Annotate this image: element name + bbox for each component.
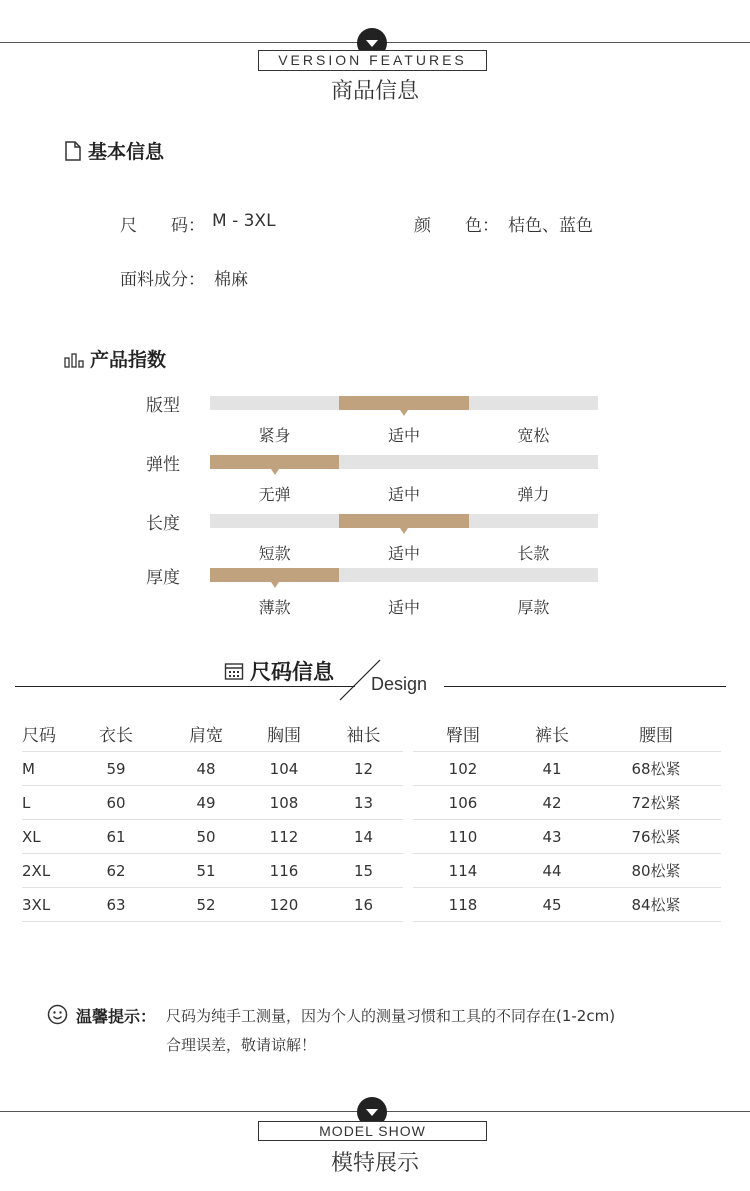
index-option: 宽松 [517, 426, 550, 445]
table-cell: 51 [168, 854, 244, 888]
table-cell: 3XL [22, 888, 64, 922]
table-cell: 14 [324, 820, 403, 854]
table-cell: 108 [244, 786, 324, 820]
table-cell: 116 [244, 854, 324, 888]
table-row [22, 820, 403, 854]
table-cell: 110 [413, 820, 513, 854]
index-option: 厚款 [517, 598, 550, 617]
index-pointer [400, 528, 408, 534]
table-cell: 48 [168, 752, 244, 786]
table-cell: 62 [64, 854, 168, 888]
table-cell: 50 [168, 820, 244, 854]
table-cell: 12 [324, 752, 403, 786]
table-cell: 68松紧 [591, 752, 721, 786]
table-cell: 118 [413, 888, 513, 922]
index-option: 薄款 [258, 598, 291, 617]
basic-info-title: 基本信息 [88, 141, 165, 163]
size-range-label: 尺 码： [120, 216, 205, 236]
index-option: 弹力 [517, 485, 550, 504]
table-cell: 72松紧 [591, 786, 721, 820]
index-row-label: 版型 [146, 396, 180, 416]
index-option: 无弹 [258, 485, 291, 504]
color-label: 颜 色： [414, 216, 499, 236]
index-option: 适中 [387, 426, 420, 445]
index-option: 适中 [387, 485, 420, 504]
index-bar [210, 514, 598, 528]
index-pointer [271, 469, 279, 475]
table-cell: 114 [413, 854, 513, 888]
column-header: 臀围 [446, 726, 480, 746]
table-cell: 76松紧 [591, 820, 721, 854]
table-cell: 104 [244, 752, 324, 786]
table-cell: XL [22, 820, 64, 854]
index-option: 紧身 [258, 426, 291, 445]
table-cell: 120 [244, 888, 324, 922]
table-cell: 102 [413, 752, 513, 786]
table-header-row [413, 716, 721, 752]
bar-chart-icon [64, 350, 84, 368]
version-features-label: VERSION FEATURES [258, 50, 487, 71]
fabric-label: 面料成分： [120, 270, 205, 290]
size-table-left [22, 716, 403, 922]
table-cell: 2XL [22, 854, 64, 888]
model-show-title: 模特展示 [330, 1151, 419, 1176]
column-header: 衣长 [99, 726, 133, 746]
index-option: 长款 [517, 544, 550, 563]
index-bar-fill [339, 396, 468, 410]
fabric-value: 棉麻 [214, 270, 248, 290]
table-row [413, 820, 721, 854]
table-header-row [22, 716, 403, 752]
table-row [22, 786, 403, 820]
table-row [413, 854, 721, 888]
column-header: 袖长 [346, 726, 381, 746]
index-pointer [271, 582, 279, 588]
index-row-label: 厚度 [146, 568, 180, 588]
tip-text-line-2: 合理误差，敬请谅解！ [166, 1036, 317, 1054]
table-cell: 49 [168, 786, 244, 820]
table-cell: 43 [513, 820, 591, 854]
index-option: 短款 [258, 544, 291, 563]
design-label: Design [371, 674, 428, 694]
table-cell: 45 [513, 888, 591, 922]
table-cell: L [22, 786, 64, 820]
size-divider-right [444, 686, 726, 687]
table-row [22, 888, 403, 922]
table-cell: 84松紧 [591, 888, 721, 922]
index-bar-fill [339, 514, 468, 528]
column-header: 裤长 [535, 726, 569, 746]
table-cell: 15 [324, 854, 403, 888]
column-header: 肩宽 [189, 726, 223, 746]
document-icon [64, 141, 82, 161]
product-index-heading [64, 345, 166, 372]
size-info-title: 尺码信息 [250, 660, 334, 684]
table-cell: M [22, 752, 64, 786]
table-cell: 44 [513, 854, 591, 888]
index-pointer [400, 410, 408, 416]
table-cell: 60 [64, 786, 168, 820]
product-index-title: 产品指数 [90, 349, 167, 371]
table-cell: 80松紧 [591, 854, 721, 888]
index-option: 适中 [387, 598, 420, 617]
index-row-label: 弹性 [146, 455, 180, 475]
tip-label: 温馨提示： [76, 1007, 157, 1026]
table-cell: 63 [64, 888, 168, 922]
table-cell: 106 [413, 786, 513, 820]
size-table-right [413, 716, 721, 922]
table-row [413, 752, 721, 786]
size-info-heading [224, 656, 334, 686]
table-cell: 41 [513, 752, 591, 786]
table-cell: 16 [324, 888, 403, 922]
index-bar [210, 396, 598, 410]
column-header: 腰围 [639, 726, 673, 746]
table-cell: 13 [324, 786, 403, 820]
tip-text-line-1: 尺码为纯手工测量，因为个人的测量习惯和工具的不同存在(1-2cm) [166, 1007, 616, 1025]
table-row [413, 888, 721, 922]
table-row [22, 854, 403, 888]
table-row [22, 752, 403, 786]
basic-info-heading [64, 137, 164, 164]
index-bar [210, 455, 598, 469]
table-cell: 112 [244, 820, 324, 854]
table-cell: 61 [64, 820, 168, 854]
calendar-icon [224, 661, 244, 681]
page-title: 商品信息 [330, 79, 419, 104]
index-bar [210, 568, 598, 582]
table-cell: 59 [64, 752, 168, 786]
column-header: 胸围 [267, 726, 301, 746]
table-row [413, 786, 721, 820]
color-value: 桔色、蓝色 [508, 216, 593, 236]
table-cell: 52 [168, 888, 244, 922]
size-divider-left [15, 686, 355, 687]
index-option: 适中 [387, 544, 420, 563]
index-bar-fill [210, 455, 339, 469]
table-cell: 42 [513, 786, 591, 820]
index-bar-fill [210, 568, 339, 582]
model-show-label: MODEL SHOW [258, 1121, 487, 1141]
column-header: 尺码 [22, 726, 56, 746]
size-range-value: M - 3XL [212, 211, 276, 231]
smiley-icon [47, 1004, 68, 1025]
index-row-label: 长度 [146, 514, 180, 534]
